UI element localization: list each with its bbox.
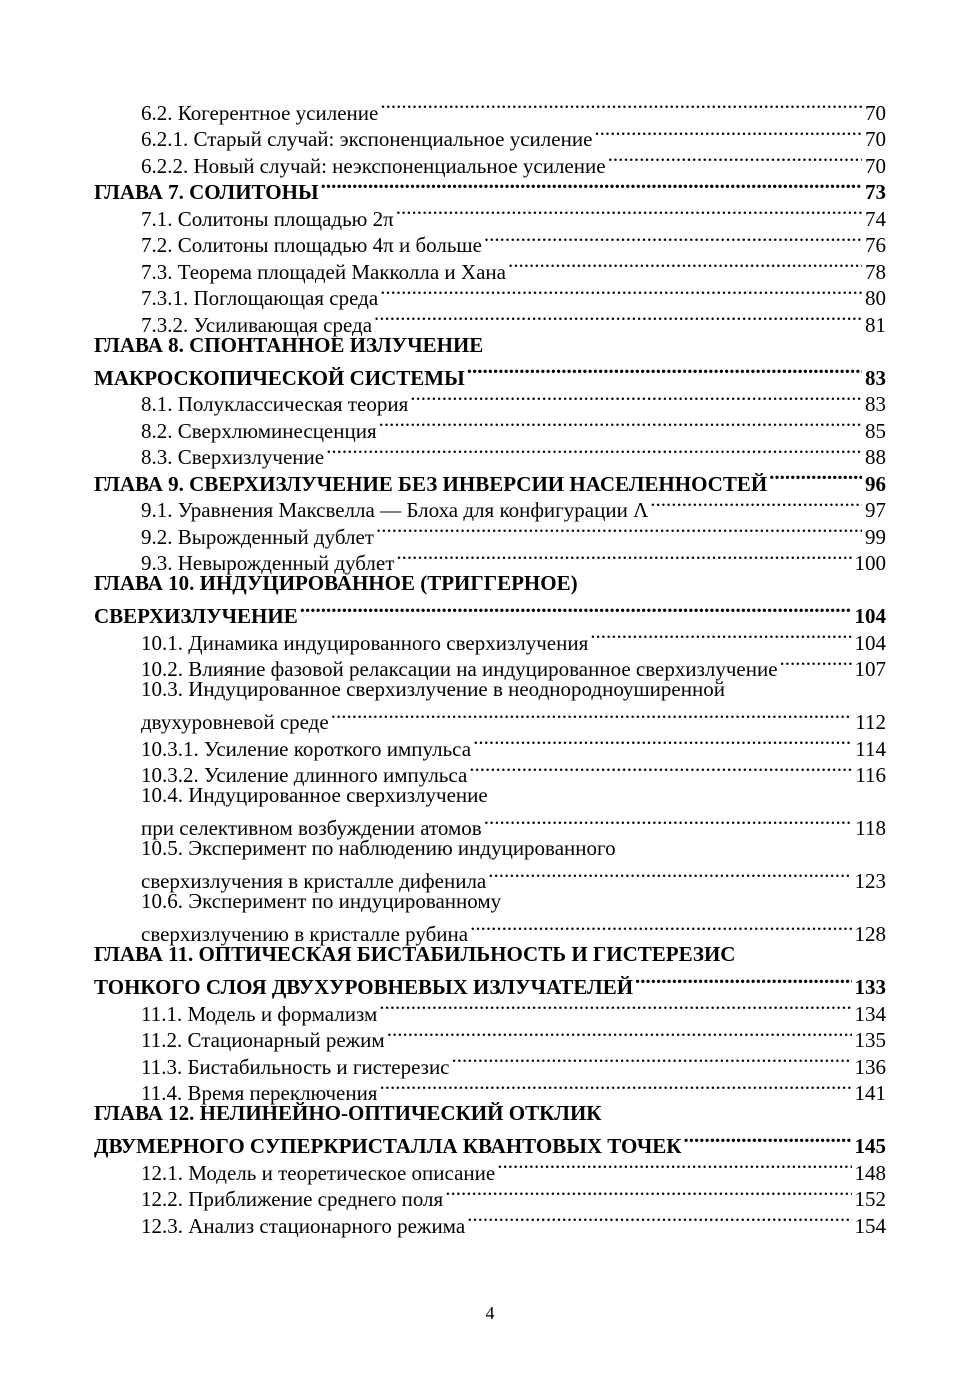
toc-dot-leader <box>635 968 851 995</box>
toc-dot-leader <box>321 173 862 200</box>
toc-entry-page: 104 <box>854 630 886 655</box>
toc-dot-leader <box>469 756 852 783</box>
toc-section-entry <box>94 782 886 809</box>
toc-entry-page: 70 <box>865 127 886 151</box>
toc-entry-page: 104 <box>854 604 886 628</box>
toc-entry-title: 7.3. Теорема площадей Макколла и Хана <box>141 259 506 284</box>
toc-entry-title: ГЛАВА 8. СПОНТАННОЕ ИЗЛУЧЕНИЕ <box>94 332 484 357</box>
toc-entry-title: 10.1. Динамика индуцированного сверхизлучения <box>141 630 589 655</box>
toc-entry-title: ДВУМЕРНОГО СУПЕРКРИСТАЛЛА КВАНТОВЫХ ТОЧЕК <box>94 1134 682 1158</box>
toc-entry-title: 10.3. Индуцированное сверхизлучение в неоднородноуширенной <box>141 677 725 701</box>
toc-entry-title: сверхизлучению в кристалле рубина <box>141 922 469 946</box>
toc-chapter-entry <box>94 941 886 968</box>
toc-chapter-entry <box>94 570 886 597</box>
toc-entry-page: 141 <box>854 1081 886 1105</box>
toc-dot-leader <box>683 1127 851 1154</box>
toc-dot-leader <box>470 915 851 942</box>
toc-entry-title: 6.2.2. Новый случай: неэкспоненциальное усиление <box>141 153 606 178</box>
toc-dot-leader <box>608 146 862 173</box>
toc-entry-title: ГЛАВА 10. ИНДУЦИРОВАННОЕ (ТРИГГЕРНОЕ) <box>94 571 578 595</box>
toc-dot-leader <box>445 1180 851 1207</box>
toc-dot-leader <box>380 279 862 306</box>
toc-dot-leader <box>467 1206 851 1233</box>
toc-dot-leader <box>376 517 862 544</box>
toc-chapter-entry <box>94 968 886 999</box>
toc-section-entry <box>94 888 886 915</box>
toc-dot-leader <box>484 226 862 253</box>
toc-chapter-entry <box>94 1100 886 1127</box>
toc-entry-page: 128 <box>854 922 886 946</box>
toc-entry-page: 70 <box>865 153 886 178</box>
toc-dot-leader <box>300 597 852 624</box>
toc-dot-leader <box>379 411 862 438</box>
toc-dot-leader <box>769 464 862 491</box>
toc-entry-page: 100 <box>854 551 886 575</box>
toc-entry-page: 154 <box>854 1213 886 1238</box>
toc-entry-page: 78 <box>865 259 886 284</box>
toc-entry-title: ГЛАВА 7. СОЛИТОНЫ <box>94 180 319 204</box>
toc-entry-page: 88 <box>865 445 886 469</box>
toc-dot-leader <box>452 1047 852 1074</box>
toc-entry-page: 83 <box>865 365 886 390</box>
toc-section-entry <box>94 862 886 893</box>
toc-entry-title: 9.1. Уравнения Максвелла — Блоха для конфигурации Λ <box>141 498 649 522</box>
toc-entry-title: ГЛАВА 12. НЕЛИНЕЙНО-ОПТИЧЕСКИЙ ОТКЛИК <box>94 1101 602 1125</box>
toc-entry-title: при селективном возбуждении атомов <box>141 816 482 840</box>
toc-entry-title: 10.5. Эксперимент по наблюдению индуцированного <box>141 836 616 860</box>
toc-entry-title: двухуровневой среде <box>141 710 329 734</box>
toc-entry-title: 11.3. Бистабильность и гистерезис <box>141 1054 450 1079</box>
toc-section-entry <box>94 915 886 946</box>
toc-entry-title: 6.2. Когерентное усиление <box>141 100 379 125</box>
toc-dot-leader <box>379 994 851 1021</box>
toc-entry-page: 114 <box>855 736 886 761</box>
toc-entry-title: 12.3. Анализ стационарного режима <box>141 1213 466 1238</box>
toc-entry-page: 80 <box>865 286 886 310</box>
toc-entry-page: 116 <box>855 763 886 787</box>
toc-entry-page: 152 <box>854 1187 886 1211</box>
toc-dot-leader <box>497 1153 851 1180</box>
toc-entry-title: 11.4. Время переключения <box>141 1081 378 1105</box>
toc-entry-title: 8.1. Полуклассическая теория <box>141 392 409 416</box>
toc-dot-leader <box>467 358 862 385</box>
toc-dot-leader <box>594 120 862 147</box>
toc-section-entry <box>94 93 886 125</box>
toc-entry-page: 99 <box>865 524 886 549</box>
toc-dot-leader <box>473 729 852 756</box>
toc-entry-title: 10.2. Влияние фазовой релаксации на индуцированное сверхизлучение <box>141 657 778 681</box>
toc-entry-page: 81 <box>865 312 886 337</box>
toc-entry-page: 112 <box>855 710 886 734</box>
toc-entry-page: 76 <box>865 233 886 257</box>
toc-entry-title: 8.3. Сверхизлучение <box>141 445 325 469</box>
toc-entry-title: 10.4. Индуцированное сверхизлучение <box>141 783 488 807</box>
toc-entry-title: ГЛАВА 9. СВЕРХИЗЛУЧЕНИЕ БЕЗ ИНВЕРСИИ НАСЕЛЕННОСТЕЙ <box>94 471 768 496</box>
toc-entry-page: 74 <box>865 206 886 231</box>
toc-entry-title: 10.3.2. Усиление длинного импульса <box>141 763 468 787</box>
toc-dot-leader <box>780 650 852 677</box>
toc-dot-leader <box>508 252 862 279</box>
toc-entry-title: 12.1. Модель и теоретическое описание <box>141 1160 496 1185</box>
toc-dot-leader <box>396 544 851 571</box>
toc-dot-leader <box>379 1074 851 1101</box>
toc-entry-title: 10.6. Эксперимент по индуцированному <box>141 889 502 913</box>
toc-entry-page: 107 <box>854 657 886 681</box>
toc-entry-page: 136 <box>854 1054 886 1079</box>
toc-dot-leader <box>410 385 862 412</box>
toc-dot-leader <box>484 809 853 836</box>
toc-entry-page: 83 <box>865 392 886 416</box>
toc-entry-title: 9.2. Вырожденный дублет <box>141 524 374 549</box>
toc-entry-title: сверхизлучения в кристалле дифенила <box>141 869 487 893</box>
toc-section-entry <box>94 809 886 840</box>
toc-dot-leader <box>326 438 862 465</box>
toc-dot-leader <box>331 703 853 730</box>
toc-entry-page: 85 <box>865 418 886 443</box>
toc-entry-page: 148 <box>854 1160 886 1185</box>
toc-entry-title: 12.2. Приближение среднего поля <box>141 1187 444 1211</box>
toc-entry-page: 97 <box>865 498 886 522</box>
toc-dot-leader <box>396 199 862 226</box>
toc-entry-page: 145 <box>854 1134 886 1158</box>
toc-entry-title: 8.2. Сверхлюминесценция <box>141 418 377 443</box>
toc-entry-page: 123 <box>854 869 886 893</box>
toc-section-entry <box>94 835 886 862</box>
toc-entry-title: 9.3. Невырожденный дублет <box>141 551 395 575</box>
toc-dot-leader <box>380 93 862 120</box>
toc-entry-page: 134 <box>854 1001 886 1026</box>
toc-entry-page: 73 <box>865 180 886 204</box>
toc-entry-title: 7.3.2. Усиливающая среда <box>141 312 373 337</box>
toc-dot-leader <box>387 1021 852 1048</box>
table-of-contents <box>94 93 886 1238</box>
toc-chapter-entry <box>94 1127 886 1158</box>
toc-entry-title: МАКРОСКОПИЧЕСКОЙ СИСТЕМЫ <box>94 365 465 390</box>
toc-entry-page: 135 <box>854 1028 886 1052</box>
page-number: 4 <box>485 1303 495 1323</box>
toc-entry-page: 96 <box>865 471 886 496</box>
toc-dot-leader <box>590 623 851 650</box>
toc-entry-title: 11.2. Стационарный режим <box>141 1028 385 1052</box>
toc-entry-page: 133 <box>854 975 886 999</box>
toc-chapter-entry <box>94 358 886 390</box>
toc-entry-title: 7.3.1. Поглощающая среда <box>141 286 379 310</box>
toc-entry-title: 11.1. Модель и формализм <box>141 1001 378 1026</box>
toc-dot-leader <box>650 491 862 518</box>
toc-entry-title: СВЕРХИЗЛУЧЕНИЕ <box>94 604 298 628</box>
toc-entry-title: 6.2.1. Старый случай: экспоненциальное усиление <box>141 127 593 151</box>
toc-entry-page: 70 <box>865 100 886 125</box>
toc-dot-leader <box>488 862 851 889</box>
toc-entry-title: 7.1. Солитоны площадью 2π <box>141 206 394 231</box>
toc-entry-title: ГЛАВА 11. ОПТИЧЕСКАЯ БИСТАБИЛЬНОСТЬ И ГИСТЕРЕЗИС <box>94 942 736 966</box>
toc-entry-title: ТОНКОГО СЛОЯ ДВУХУРОВНЕВЫХ ИЗЛУЧАТЕЛЕЙ <box>94 975 634 999</box>
toc-entry-title: 10.3.1. Усиление короткого импульса <box>141 736 472 761</box>
toc-chapter-entry <box>94 332 886 359</box>
toc-dot-leader <box>374 305 862 332</box>
toc-entry-title: 7.2. Солитоны площадью 4π и больше <box>141 233 482 257</box>
toc-section-entry <box>94 703 886 734</box>
toc-entry-page: 118 <box>855 816 886 840</box>
toc-chapter-entry <box>94 597 886 628</box>
